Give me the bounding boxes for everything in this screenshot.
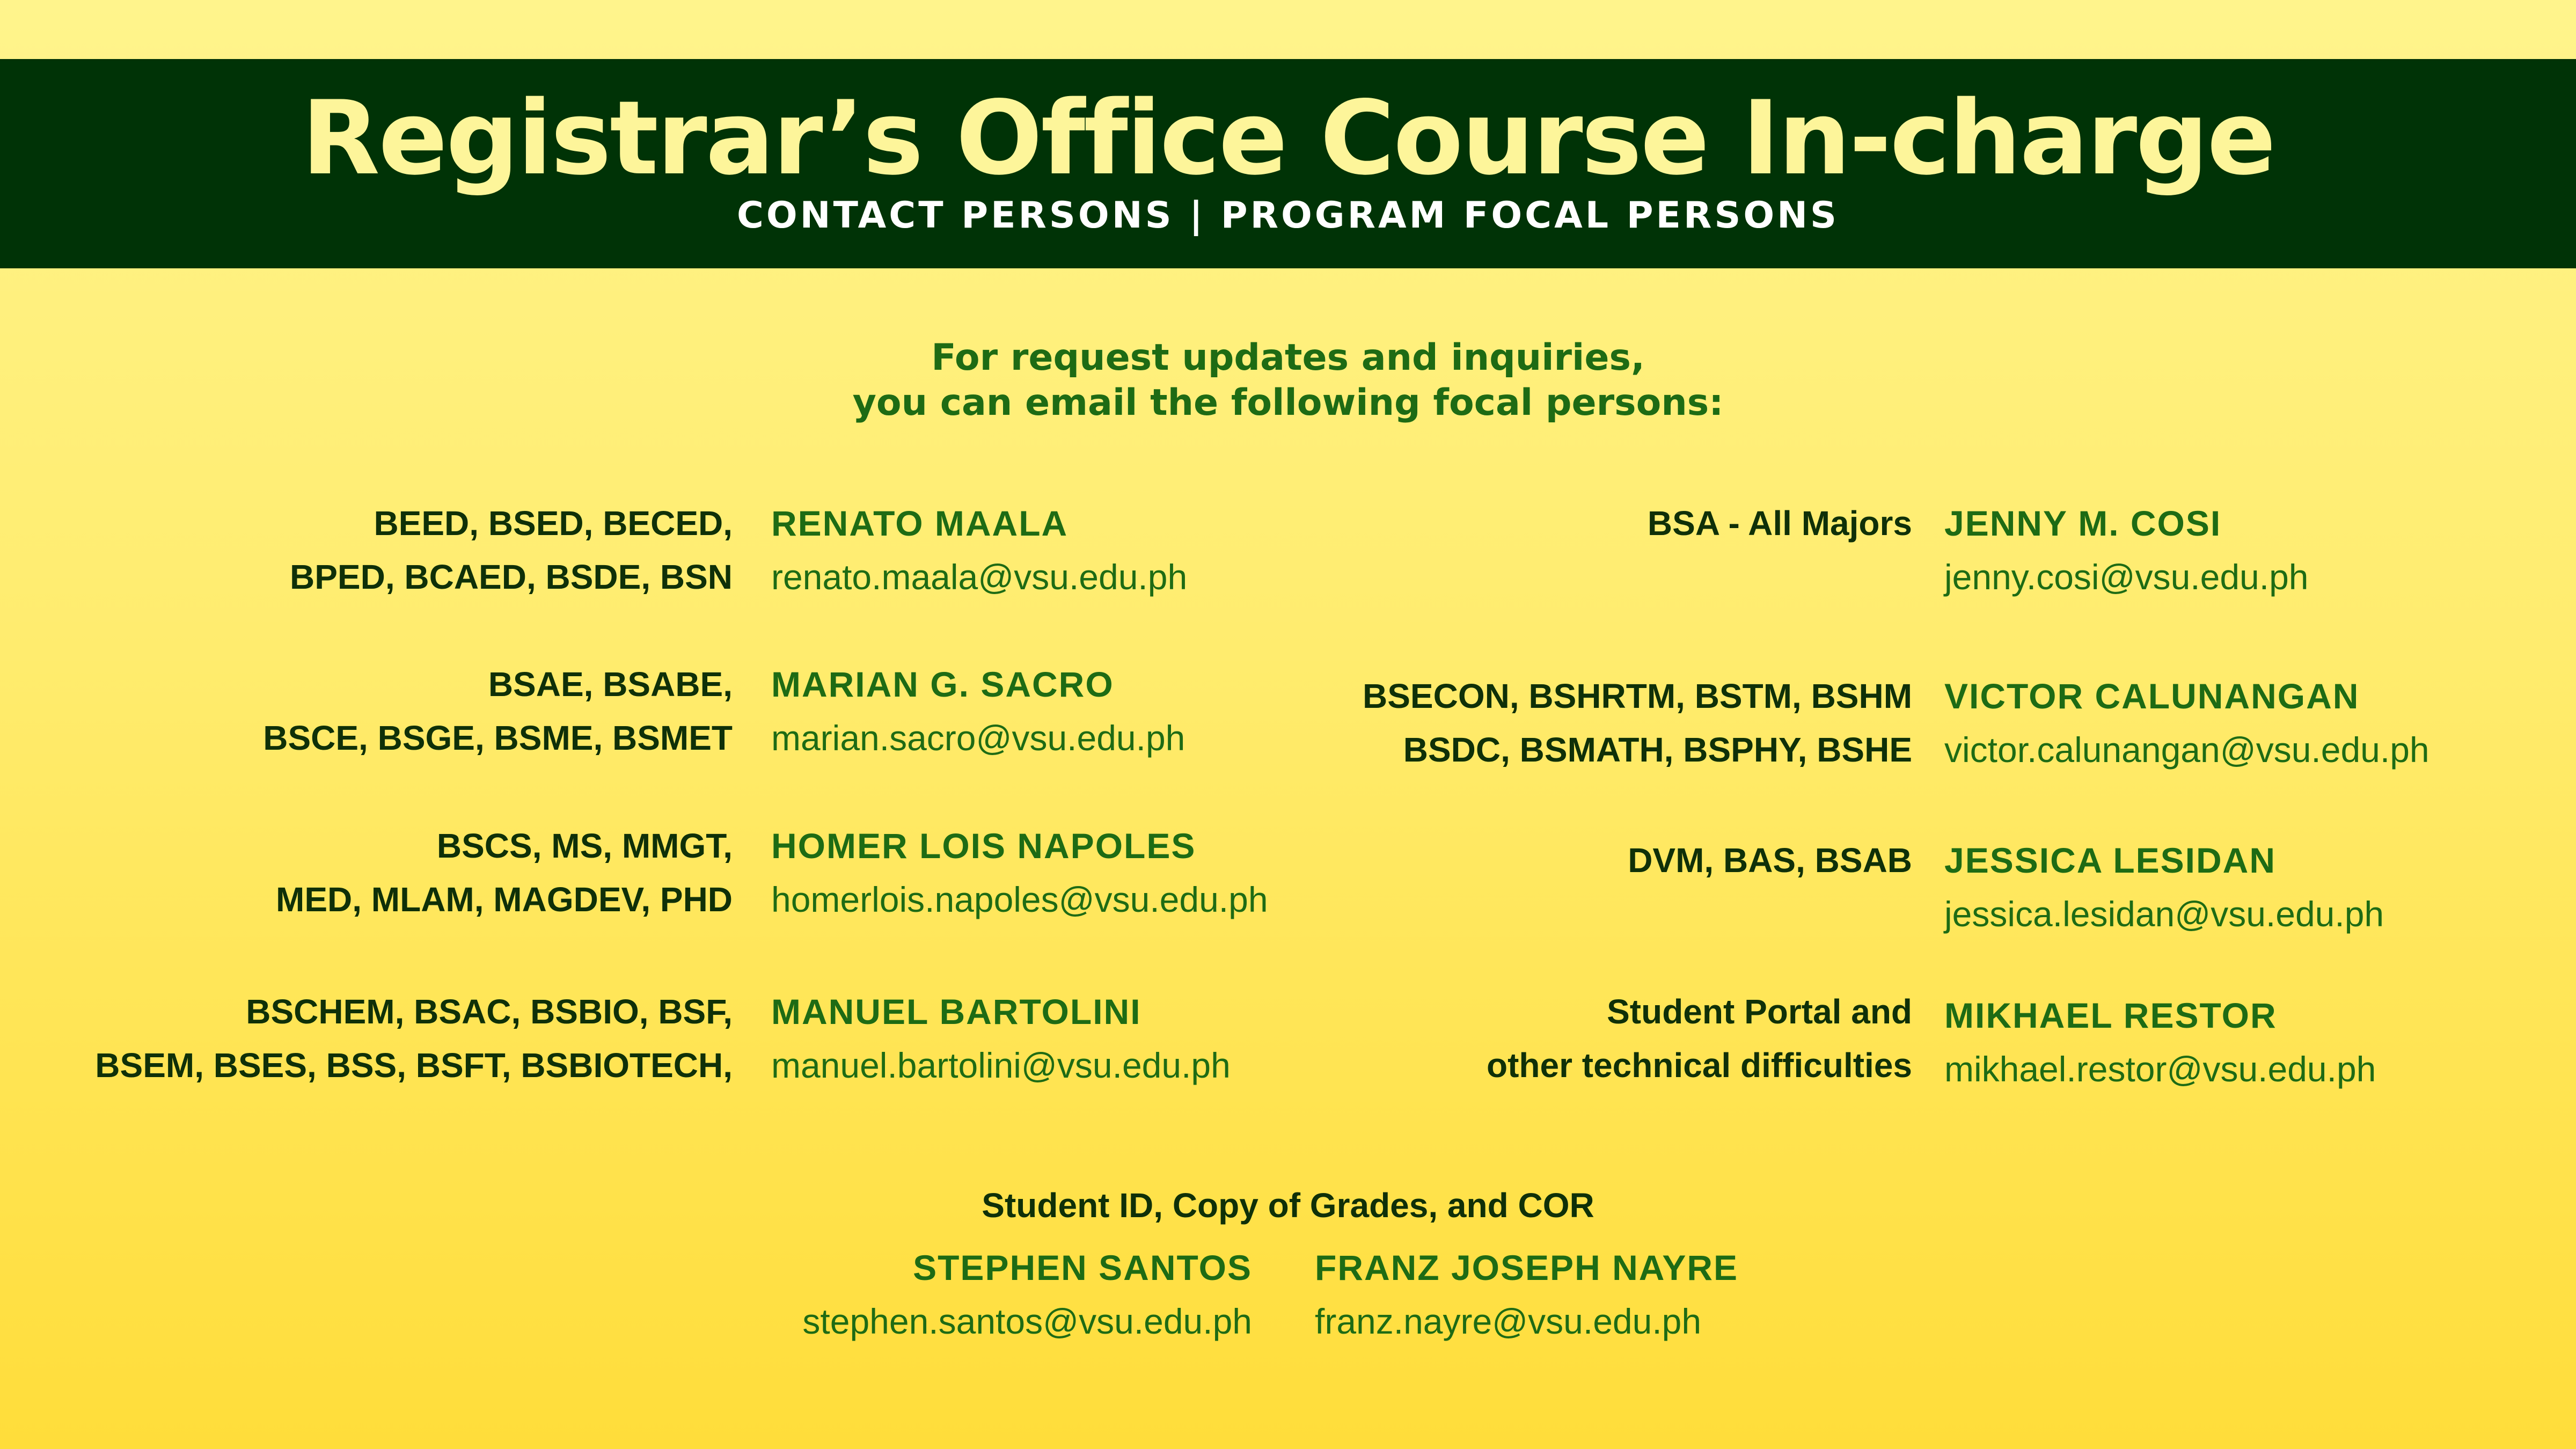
page-subtitle: CONTACT PERSONS | PROGRAM FOCAL PERSONS	[736, 194, 1840, 237]
program-list-veterinary: DVM, BAS, BSAB	[1628, 841, 1912, 880]
intro-line-2: you can email the following focal persons:	[852, 382, 1724, 424]
contact-name: JESSICA LESIDAN	[1944, 840, 2277, 880]
contact-name: VICTOR CALUNANGAN	[1944, 676, 2360, 716]
contact-name: RENATO MAALA	[771, 503, 1069, 543]
contact-name: JENNY M. COSI	[1944, 503, 2222, 543]
contact-jessica-lesidan	[1944, 833, 2384, 941]
contact-victor-calunangan	[1944, 669, 2429, 777]
contact-stephen-santos	[802, 1241, 1252, 1348]
program-list-economics: BSECON, BSHRTM, BSTM, BSHM BSDC, BSMATH, BSPHY, BSHE	[1363, 677, 1912, 769]
intro-line-1: For request updates and inquiries,	[931, 336, 1645, 379]
contact-email[interactable]: renato.maala@vsu.edu.ph	[771, 557, 1188, 597]
contact-homer-lois-napoles	[771, 819, 1268, 926]
contact-email[interactable]: homerlois.napoles@vsu.edu.ph	[771, 880, 1268, 919]
program-list-student-portal: Student Portal and other technical difficulties	[1486, 992, 1912, 1085]
contact-name: MIKHAEL RESTOR	[1944, 996, 2277, 1035]
contact-renato-maala	[771, 496, 1187, 604]
contact-email[interactable]: franz.nayre@vsu.edu.ph	[1315, 1301, 1702, 1341]
program-list-engineering: BSAE, BSABE, BSCE, BSGE, BSME, BSMET	[263, 665, 733, 757]
contact-manuel-bartolini	[771, 985, 1231, 1092]
contact-email[interactable]: marian.sacro@vsu.edu.ph	[771, 718, 1185, 758]
contact-franz-joseph-nayre	[1315, 1241, 1738, 1348]
contact-marian-sacro	[771, 657, 1185, 765]
page-title: Registrar’s Office Course In-charge	[301, 79, 2275, 197]
contact-name: MANUEL BARTOLINI	[771, 992, 1141, 1031]
contact-name: STEPHEN SANTOS	[913, 1248, 1252, 1287]
contact-name: HOMER LOIS NAPOLES	[771, 826, 1196, 866]
program-list-agriculture: BSA - All Majors	[1647, 504, 1912, 543]
program-list-sciences: BSCHEM, BSAC, BSBIO, BSF, BSEM, BSES, BSS, BSFT, BSBIOTECH,	[95, 992, 733, 1085]
contact-name: MARIAN G. SACRO	[771, 664, 1114, 704]
contact-name: FRANZ JOSEPH NAYRE	[1315, 1248, 1739, 1287]
contact-email[interactable]: mikhael.restor@vsu.edu.ph	[1944, 1049, 2376, 1089]
intro-text	[0, 335, 2576, 426]
contact-email[interactable]: jenny.cosi@vsu.edu.ph	[1944, 557, 2309, 597]
contact-jenny-cosi	[1944, 496, 2309, 604]
program-list-education: BEED, BSED, BECED, BPED, BCAED, BSDE, BSN	[290, 504, 733, 596]
contact-email[interactable]: jessica.lesidan@vsu.edu.ph	[1944, 894, 2384, 934]
contact-email[interactable]: manuel.bartolini@vsu.edu.ph	[771, 1045, 1231, 1085]
contact-email[interactable]: victor.calunangan@vsu.edu.ph	[1944, 730, 2429, 770]
contact-email[interactable]: stephen.santos@vsu.edu.ph	[802, 1301, 1252, 1341]
program-list-graduate: BSCS, MS, MMGT, MED, MLAM, MAGDEV, PHD	[276, 826, 733, 919]
student-id-label: Student ID, Copy of Grades, and COR	[982, 1186, 1594, 1225]
contact-mikhael-restor	[1944, 989, 2376, 1096]
